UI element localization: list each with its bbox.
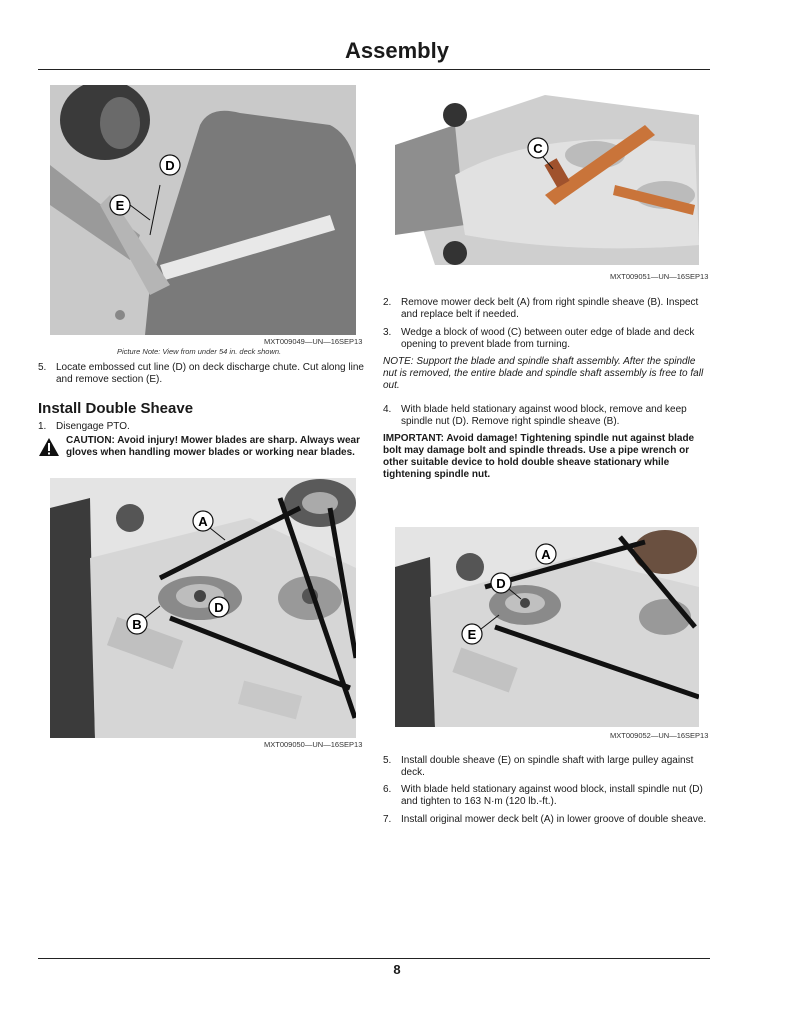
figure1-code: MXT009049—UN—16SEP13: [264, 337, 363, 346]
warning-triangle-icon: [38, 437, 60, 457]
callout-d: D: [214, 600, 224, 615]
figure-remove-belt: [50, 478, 356, 738]
callout-a: A: [198, 514, 208, 529]
figure-install-sheave-illustration: [395, 527, 699, 727]
page-number: 8: [393, 962, 401, 977]
figure1-picture-note: Picture Note: View from under 54 in. deck shown.: [117, 347, 282, 356]
figure-discharge-chute-illustration: [50, 85, 356, 335]
left-step-1-text: Disengage PTO.: [56, 421, 130, 432]
right-step-5-text: Install double sheave (E) on spindle shaft with large pulley against deck.: [401, 755, 694, 778]
footer-rule: [38, 958, 710, 959]
right-step-2-text: Remove mower deck belt (A) from right spindle sheave (B). Inspect and replace belt if needed.: [401, 297, 699, 320]
left-step-5-text: Locate embossed cut line (D) on deck discharge chute. Cut along line and remove section (E).: [56, 362, 364, 385]
right-step-3: [383, 327, 713, 351]
caution-block: [38, 435, 370, 461]
right-step-6: [383, 784, 713, 808]
callout-e: E: [467, 627, 477, 642]
figure-remove-belt-illustration: [50, 478, 356, 738]
right-step-2: [383, 297, 713, 321]
left-step-5-number: 5.: [38, 362, 47, 373]
figure-install-sheave: [395, 527, 699, 727]
right-step-7-number: 7.: [383, 814, 392, 825]
callout-d: D: [165, 158, 175, 173]
callout-d: D: [496, 576, 506, 591]
figure-discharge-chute: [50, 85, 356, 335]
left-step-5: [38, 362, 368, 388]
left-step-1: [38, 421, 368, 433]
right-step-5-number: 5.: [383, 755, 392, 766]
caution-text: CAUTION: Avoid injury! Mower blades are sharp. Always wear gloves when handling mower blades or working near blades.: [66, 435, 360, 458]
callout-b: B: [132, 617, 142, 632]
figure-wood-block-illustration: [395, 85, 699, 265]
right-step-4-number: 4.: [383, 404, 392, 415]
right-step-2-number: 2.: [383, 297, 392, 308]
figure2-code: MXT009051—UN—16SEP13: [610, 272, 709, 281]
right-step-4-text: With blade held stationary against wood block, remove and keep spindle nut (D). Remove right spindle sheave (B).: [401, 404, 687, 427]
important-text: IMPORTANT: Avoid damage! Tightening spindle nut against blade bolt may damage bolt and spindle threads. Use a pipe wrench or other suitable device to hold double sheave stationary while tightening spindle nut.: [383, 433, 695, 480]
header-rule: [38, 69, 710, 70]
right-step-5: [383, 755, 713, 779]
callout-a: A: [541, 547, 551, 562]
right-step-3-number: 3.: [383, 327, 392, 338]
note-text: NOTE: Support the blade and spindle shaft assembly. After the spindle nut is removed, the entire blade and spindle shaft assembly is free to fall out.: [383, 356, 704, 391]
right-step-4: [383, 404, 713, 428]
figure-wood-block: [395, 85, 699, 265]
page-title: Assembly: [345, 38, 449, 63]
right-step-3-text: Wedge a block of wood (C) between outer edge of blade and deck opening to prevent blade from turning.: [401, 327, 695, 350]
section-heading: Install Double Sheave: [38, 400, 194, 417]
right-step-7-text: Install original mower deck belt (A) in lower groove of double sheave.: [401, 814, 707, 825]
callout-c: C: [533, 141, 543, 156]
figure3-code: MXT009050—UN—16SEP13: [264, 740, 363, 749]
figure4-code: MXT009052—UN—16SEP13: [610, 731, 709, 740]
right-step-6-number: 6.: [383, 784, 392, 795]
callout-e: E: [115, 198, 125, 213]
right-step-7: [383, 814, 713, 826]
right-step-6-text: With blade held stationary against wood block, install spindle nut (D) and tighten to 163 N·m (120 lb.-ft.).: [401, 784, 703, 807]
left-step-1-number: 1.: [38, 421, 47, 432]
